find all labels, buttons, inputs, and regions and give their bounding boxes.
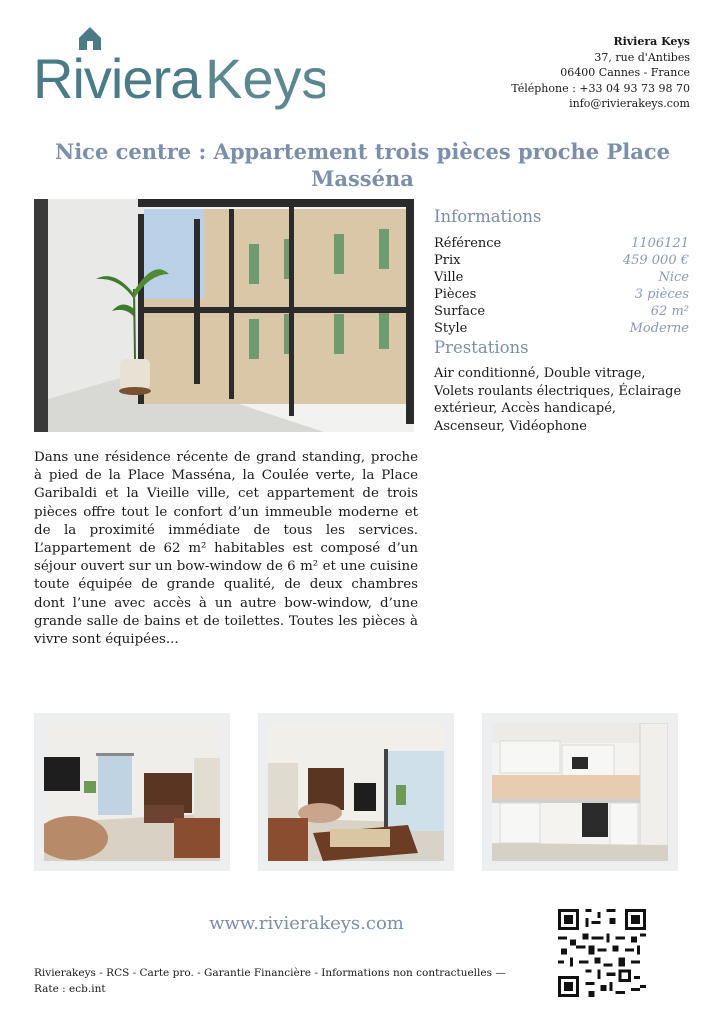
prestations-heading: Prestations [434,338,529,357]
info-row-prix [434,252,689,269]
svg-text:Keys: Keys [205,47,325,110]
info-label: Référence [434,236,502,251]
informations-table [434,235,689,337]
info-label: Ville [434,270,464,285]
agency-contact [511,34,690,112]
listing-title: Nice centre : Appartement trois pièces proche Place Masséna [55,139,670,191]
info-value: 459 000 € [622,253,689,268]
thumbnail-image [492,723,668,861]
info-value: 1106121 [631,236,689,251]
agency-city: 06400 Cannes - France [560,66,690,79]
listing-sidebar [434,206,689,435]
agency-address: 37, rue d'Antibes [594,50,690,64]
info-value: Nice [658,270,689,285]
main-photo-bow-window [34,199,414,432]
info-row-pieces [434,286,689,303]
riviera-keys-logo[interactable] [33,26,325,116]
info-row-reference [434,235,689,252]
agency-name: Riviera Keys [613,35,690,48]
info-value: 3 pièces [634,287,689,302]
svg-text:Riviera: Riviera [33,47,201,110]
info-row-style [434,320,689,337]
informations-heading: Informations [434,207,542,226]
info-row-surface [434,303,689,320]
footer-legal: Rivierakeys - RCS - Carte pro. - Garantie Financière - Informations non contractuelles — Rate : ecb.int [34,967,506,995]
agency-email[interactable]: info@rivierakeys.com [569,97,690,110]
prestations-list: Air conditionné, Double vitrage, Volets roulants électriques, Éclairage extérieur, Accès handicapé, Ascenseur, Vidéophone [434,366,682,434]
info-label: Surface [434,304,486,319]
info-row-ville [434,269,689,286]
thumbnail-image [44,723,220,861]
agency-phone: Téléphone : +33 04 93 73 98 70 [511,81,690,95]
thumbnail-lounge[interactable] [258,713,454,871]
info-label: Style [434,321,468,336]
info-value: Moderne [629,321,689,336]
thumbnail-kitchen[interactable] [482,713,678,871]
website-link[interactable]: www.rivierakeys.com [209,913,404,934]
thumbnail-image [268,723,444,861]
thumbnail-living-room[interactable] [34,713,230,871]
listing-description: Dans une résidence récente de grand standing, proche à pied de la Place Masséna, la Coulée verte, la Place Garibaldi et la Vieille ville, cet appartement de trois pièces offre tout le confort d’un immeuble moderne et de la proximité immédiate de tous les services. L’appartement de 62 m² habitables est composé d’un séjour ouvert sur un bow-window de 6 m² et une cuisine toute équipée de grande qualité, de deux chambres dont l’une avec accès à un autre bow-window, d’une grande salle de bains et de toilettes. Toutes les pièces à vivre sont équipées... [34,450,418,648]
info-label: Prix [434,253,461,268]
info-value: 62 m² [650,304,689,319]
qr-code [558,909,646,997]
info-label: Pièces [434,287,477,302]
